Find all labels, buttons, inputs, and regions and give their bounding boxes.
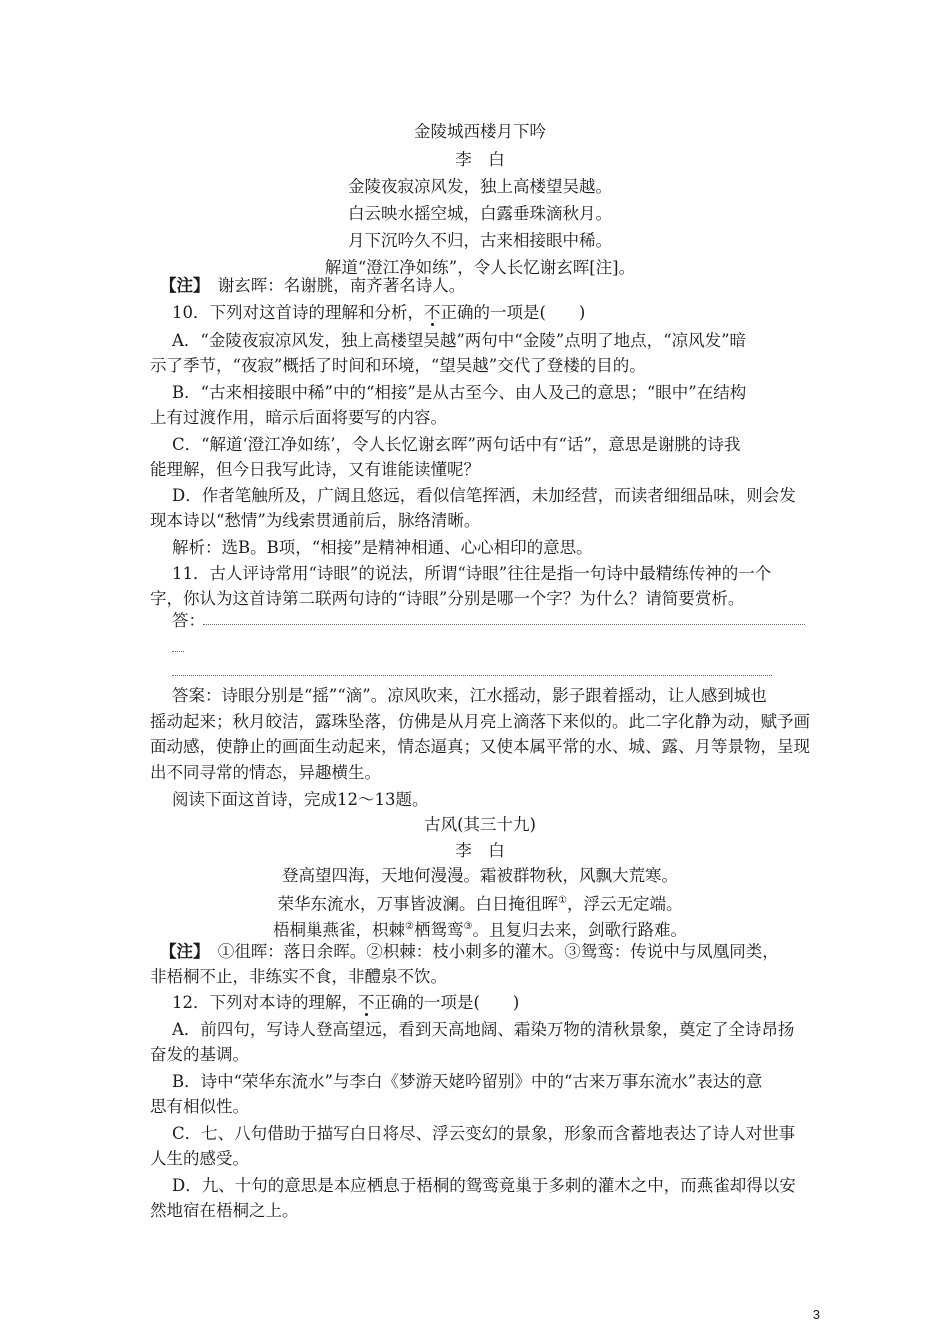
answer-label: 答：	[172, 611, 205, 630]
question-12-stem	[172, 993, 810, 1013]
poem-author: 李 白	[455, 841, 505, 860]
answer-line-short[interactable]	[172, 651, 184, 652]
poem-text: 登高望四海，天地何漫漫。霜被群物秋，风飘大荒寒。	[282, 866, 678, 885]
option-d-line1: D．作者笔触所及，广阔且悠远，看似信笔挥洒，未加经营，而读者细细品味，则会发	[172, 486, 796, 505]
question-11-answer-line1: 答案：诗眼分别是“摇”“滴”。凉风吹来，江水摇动，影子跟着摇动，让人感到城也	[172, 686, 767, 705]
option-a-line2: 示了季节，“夜寂”概括了时间和环境，“望吴越”交代了登楼的目的。	[150, 356, 646, 375]
stem-suffix: 正确的一项是( )	[374, 993, 520, 1012]
question-11-stem-line2: 字，你认为这首诗第二联两句诗的“诗眼”分别是哪一个字？为什么？请简要赏析。	[150, 589, 745, 608]
option-c-line1: C．七、八句借助于描写白日将尽、浮云变幻的景象，形象而含蓄地表达了诗人对世事	[172, 1124, 796, 1143]
note-label: 【注】	[160, 942, 202, 961]
stem-emphasis: 不	[358, 993, 375, 1012]
poem-author: 李 白	[455, 150, 505, 169]
option-d-line2: 然地宿在梧桐之上。	[150, 1201, 299, 1220]
option-c-line1: C．“解道‘澄江净如练’，令人长忆谢玄晖”两句话中有“话”，意思是谢朓的诗我	[172, 435, 741, 454]
stem-emphasis: 不	[424, 303, 441, 322]
option-d-line1: D．九、十句的意思是本应栖息于梧桐的鸳鸾竟巢于多刺的灌木之中，而燕雀却得以安	[172, 1176, 796, 1195]
poem-line: 解道“澄江净如练”，令人长忆谢玄晖[注]。	[324, 258, 636, 277]
question-10-analysis: 解析：选B。B项，“相接”是精神相通、心心相印的意思。	[172, 538, 593, 557]
answer-line[interactable]	[172, 675, 772, 676]
poem-line: 月下沉吟久不归，古来相接眼中稀。	[348, 231, 612, 250]
option-d-line2: 现本诗以“愁情”为线索贯通前后，脉络清晰。	[150, 511, 481, 530]
question-11-answer-line4: 出不同寻常的情态，异趣横生。	[150, 763, 381, 782]
poem-note-line2: 非梧桐不止，非练实不食，非醴泉不饮。	[150, 967, 447, 986]
poem-text: 荣华东流水，万事皆波澜。白日掩徂晖	[277, 894, 559, 914]
note-label: 【注】	[160, 276, 202, 295]
question-11-stem-line1: 11．古人评诗常用“诗眼”的说法，所谓“诗眼”往往是指一句诗中最精练传神的一个	[172, 564, 772, 583]
poem-text: 栖鸳鸾	[414, 920, 464, 940]
poem-text: 。且复归去来，剑歌行路难。	[472, 920, 687, 940]
poem-title: 金陵城西楼月下吟	[414, 122, 546, 141]
stem-prefix: 12．下列对本诗的理解，	[172, 993, 358, 1012]
footnote-mark: ①	[558, 895, 567, 906]
option-c-line2: 能理解，但今日我写此诗，又有谁能读懂呢？	[150, 460, 480, 479]
answer-line[interactable]	[203, 624, 805, 625]
note-text: 谢玄晖：名谢朓，南齐著名诗人。	[201, 276, 466, 295]
poem-text: ，浮云无定端。	[566, 894, 683, 914]
question-11-answer-line3: 面动感，使静止的画面生动起来，情态逼真；又使本属平常的水、城、露、月等景物，呈现	[150, 737, 810, 756]
footnote-mark: ③	[463, 921, 473, 932]
option-a-line2: 奋发的基调。	[150, 1045, 249, 1064]
stem-suffix: 正确的一项是( )	[440, 303, 586, 322]
option-b-line1: B．“古来相接眼中稀”中的“相接”是从古至今、由人及己的意思；“眼中”在结构	[172, 383, 747, 402]
option-a-line1: A．前四句，写诗人登高望远，看到天高地阔、霜染万物的清秋景象，奠定了全诗昂扬	[172, 1020, 795, 1039]
poem-line: 金陵夜寂凉风发，独上高楼望吴越。	[348, 177, 612, 196]
poem-line	[150, 917, 810, 941]
page-number: 3	[812, 1307, 820, 1322]
option-b-line2: 思有相似性。	[150, 1097, 249, 1116]
poem-note	[160, 276, 820, 296]
option-c-line2: 人生的感受。	[150, 1149, 249, 1168]
reading-instruction: 阅读下面这首诗，完成12～13题。	[172, 790, 429, 809]
poem-line	[150, 891, 810, 915]
question-10-stem	[172, 303, 810, 323]
stem-prefix: 10．下列对这首诗的理解和分析，	[172, 303, 424, 322]
footnote-mark: ②	[405, 921, 414, 932]
option-b-line2: 上有过渡作用，暗示后面将要写的内容。	[150, 408, 447, 427]
note-text: ①徂晖：落日余晖。②枳棘：枝小刺多的灌木。③鸳鸾：传说中与凤凰同类，	[201, 942, 779, 961]
poem-line: 白云映水摇空城，白露垂珠滴秋月。	[348, 204, 612, 223]
poem-line	[150, 866, 810, 886]
option-b-line1: B．诗中“荣华东流水”与李白《梦游天姥吟留别》中的“古来万事东流水”表达的意	[172, 1072, 763, 1091]
option-a-line1: A．“金陵夜寂凉风发，独上高楼望吴越”两句中“金陵”点明了地点，“凉风发”暗	[172, 331, 747, 350]
poem-title: 古风(其三十九)	[424, 815, 536, 834]
question-11-answer-line2: 摇动起来；秋月皎洁，露珠坠落，仿佛是从月亮上滴落下来似的。此二字化静为动，赋予画	[150, 712, 810, 731]
poem-text: 梧桐巢燕雀，枳棘	[273, 920, 406, 940]
poem-note	[160, 942, 820, 962]
